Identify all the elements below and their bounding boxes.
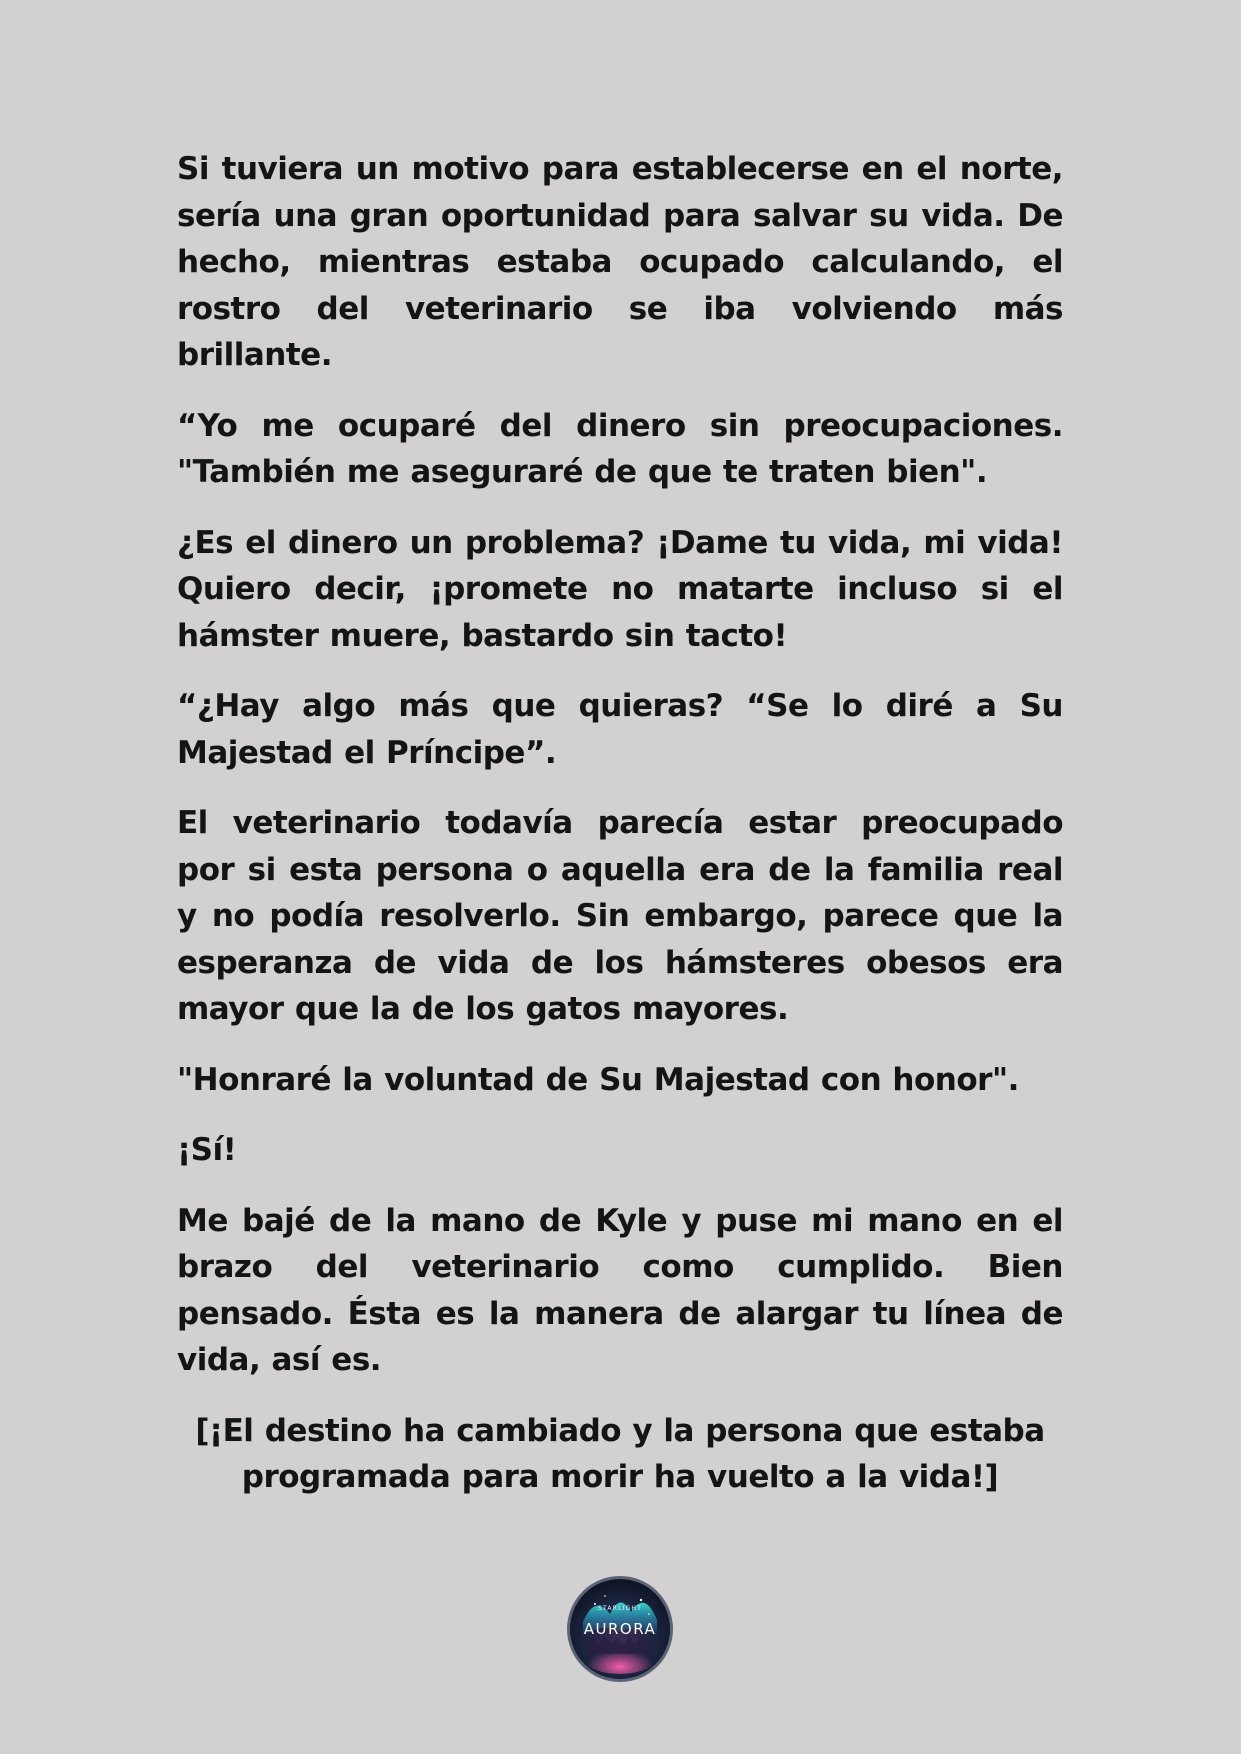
paragraph-8: Me bajé de la mano de Kyle y puse mi mano en el brazo del veterinario como cumplido. Bien pensado. Ésta es la manera de alargar tu línea de vida, así es. bbox=[177, 1202, 1063, 1378]
aurora-logo-icon bbox=[565, 1574, 675, 1684]
paragraph-5: El veterinario todavía parecía estar preocupado por si esta persona o aquella era de la familia real y no podía resolverlo. Sin embargo, parece que la esperanza de vida de los hámsteres obesos era mayor que la de los gatos mayores. bbox=[177, 805, 1063, 1027]
starlight-aurora-logo bbox=[565, 1574, 675, 1684]
chapter-text bbox=[177, 146, 1063, 1525]
logo-top-text: STARLIGHT bbox=[597, 1605, 643, 1612]
paragraph-4: “¿Hay algo más que quieras? “Se lo diré a Su Majestad el Príncipe”. bbox=[177, 688, 1063, 771]
system-message: [¡El destino ha cambiado y la persona que estaba programada para morir ha vuelto a la vida!] bbox=[195, 1412, 1045, 1495]
paragraph-6: "Honraré la voluntad de Su Majestad con honor". bbox=[177, 1061, 1019, 1098]
logo-main-text: AURORA bbox=[583, 1620, 657, 1638]
paragraph-7: ¡Sí! bbox=[177, 1132, 237, 1168]
paragraph-3: ¿Es el dinero un problema? ¡Dame tu vida, mi vida! Quiero decir, ¡promete no matarte incluso si el hámster muere, bastardo sin tacto! bbox=[177, 524, 1063, 654]
paragraph-1: Si tuviera un motivo para establecerse en el norte, sería una gran oportunidad para salvar su vida. De hecho, mientras estaba ocupado calculando, el rostro del veterinario se iba volviendo más brillante. bbox=[177, 151, 1063, 373]
paragraph-2: “Yo me ocuparé del dinero sin preocupaciones. "También me aseguraré de que te traten bien". bbox=[177, 407, 1063, 490]
